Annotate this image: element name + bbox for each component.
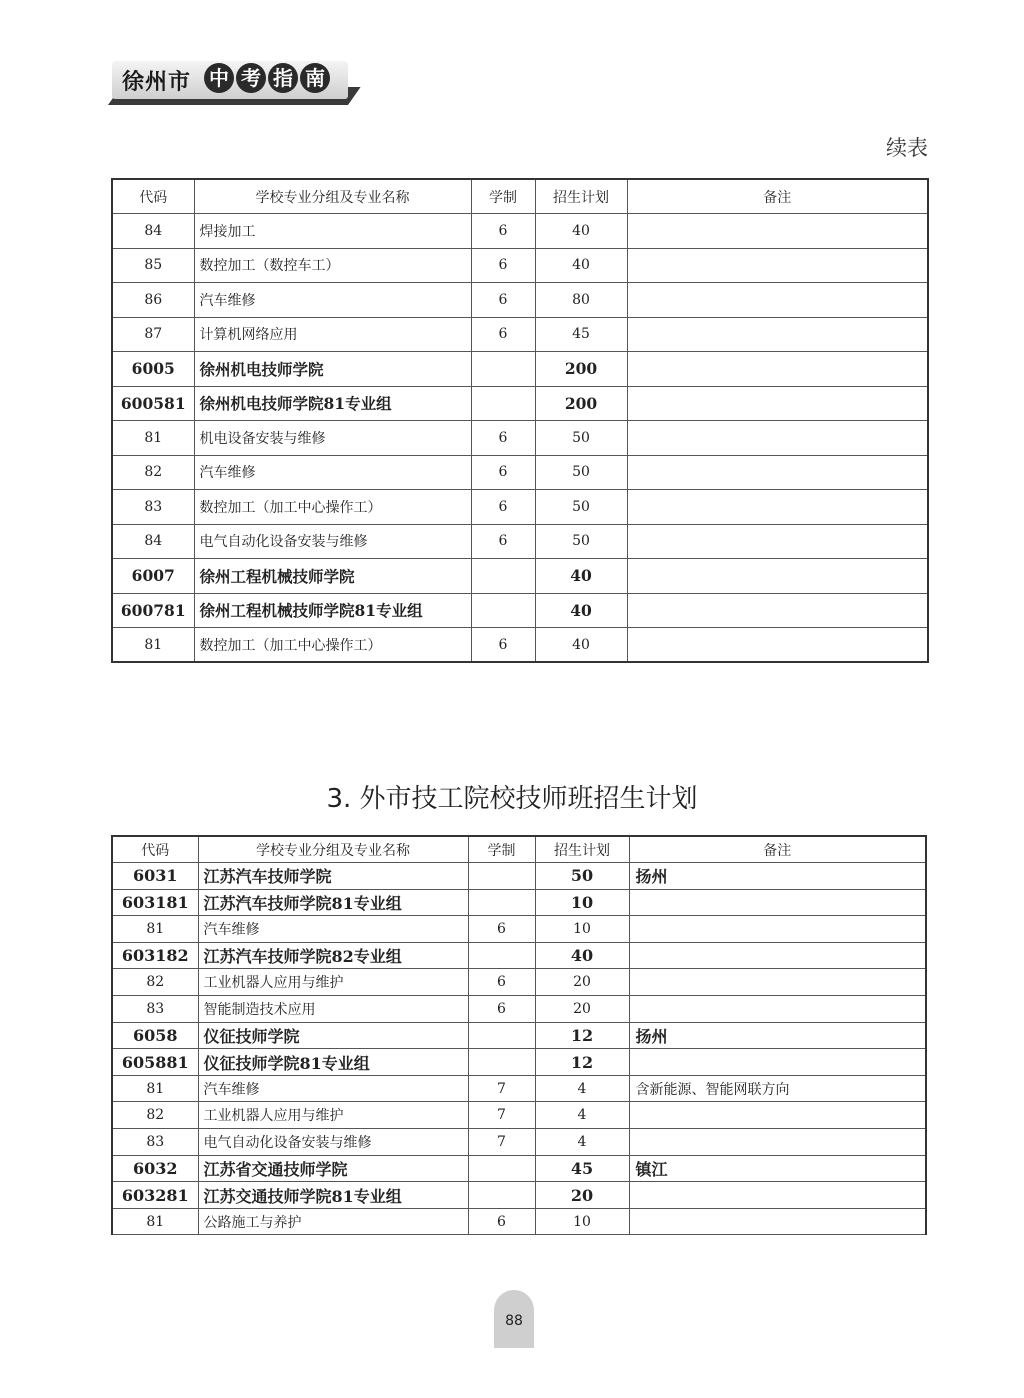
cell-note <box>627 283 928 318</box>
cell-name: 江苏汽车技师学院81专业组 <box>198 889 468 916</box>
cell-plan: 20 <box>535 996 629 1023</box>
cell-plan: 4 <box>535 1075 629 1102</box>
table-row <box>112 559 928 594</box>
cell-name: 工业机器人应用与维护 <box>198 1102 468 1129</box>
cell-plan: 40 <box>535 628 627 663</box>
cell-years: 6 <box>471 490 535 525</box>
cell-name: 江苏汽车技师学院 <box>198 863 468 890</box>
cell-note <box>627 352 928 387</box>
cell-name: 汽车维修 <box>198 1075 468 1102</box>
header-plan: 招生计划 <box>535 179 627 214</box>
cell-name: 汽车维修 <box>194 455 471 490</box>
cell-code: 81 <box>112 421 194 456</box>
header-code: 代码 <box>112 836 198 863</box>
header-years: 学制 <box>471 179 535 214</box>
table-row <box>112 969 926 996</box>
cell-years: 6 <box>468 916 535 943</box>
cell-years: 6 <box>471 421 535 456</box>
cell-note <box>629 969 926 996</box>
cell-plan: 50 <box>535 455 627 490</box>
cell-name: 徐州工程机械技师学院 <box>194 559 471 594</box>
table-row <box>112 1022 926 1049</box>
continued-label: 续表 <box>886 136 928 160</box>
table-row <box>112 248 928 283</box>
table-row <box>112 1129 926 1156</box>
cell-plan: 12 <box>535 1022 629 1049</box>
cell-code: 6032 <box>112 1155 198 1182</box>
cell-code: 605881 <box>112 1049 198 1076</box>
cell-code: 6005 <box>112 352 194 387</box>
cell-name: 数控加工（数控车工） <box>194 248 471 283</box>
cell-code: 85 <box>112 248 194 283</box>
cell-years <box>471 559 535 594</box>
cell-years: 6 <box>468 1208 535 1235</box>
cell-code: 81 <box>112 628 194 663</box>
table-row <box>112 1208 926 1235</box>
cell-code: 603281 <box>112 1182 198 1209</box>
cell-years: 6 <box>471 317 535 352</box>
cell-name: 电气自动化设备安装与维修 <box>198 1129 468 1156</box>
cell-note <box>627 559 928 594</box>
cell-plan: 20 <box>535 1182 629 1209</box>
table-row <box>112 889 926 916</box>
table-row <box>112 214 928 249</box>
cell-name: 智能制造技术应用 <box>198 996 468 1023</box>
cell-plan: 200 <box>535 386 627 421</box>
cell-note <box>627 317 928 352</box>
cell-plan: 40 <box>535 248 627 283</box>
table-header-row <box>112 836 926 863</box>
cell-plan: 45 <box>535 1155 629 1182</box>
table-row <box>112 386 928 421</box>
table-row <box>112 455 928 490</box>
cell-years <box>468 942 535 969</box>
cell-plan: 50 <box>535 524 627 559</box>
cell-name: 电气自动化设备安装与维修 <box>194 524 471 559</box>
cell-code: 82 <box>112 455 194 490</box>
cell-years <box>471 352 535 387</box>
cell-note: 含新能源、智能网联方向 <box>629 1075 926 1102</box>
cell-name: 计算机网络应用 <box>194 317 471 352</box>
cell-years: 6 <box>468 969 535 996</box>
cell-years: 7 <box>468 1075 535 1102</box>
table-row <box>112 593 928 628</box>
cell-years <box>468 1155 535 1182</box>
table-row <box>112 490 928 525</box>
table-row <box>112 916 926 943</box>
table-row <box>112 863 926 890</box>
cell-years: 6 <box>471 524 535 559</box>
page-number-tab <box>494 1290 534 1348</box>
cell-years: 6 <box>471 455 535 490</box>
cell-years: 6 <box>468 996 535 1023</box>
header-note: 备注 <box>629 836 926 863</box>
cell-plan: 4 <box>535 1102 629 1129</box>
table-row <box>112 283 928 318</box>
cell-years <box>471 593 535 628</box>
cell-code: 83 <box>112 490 194 525</box>
table-row <box>112 317 928 352</box>
cell-code: 82 <box>112 969 198 996</box>
cell-note <box>629 1102 926 1129</box>
cell-plan: 10 <box>535 1208 629 1235</box>
external-schools-table <box>111 835 927 1235</box>
enrollment-table-continued <box>111 178 929 663</box>
table-row <box>112 1075 926 1102</box>
cell-code: 6031 <box>112 863 198 890</box>
cell-note <box>629 1129 926 1156</box>
table-row <box>112 1049 926 1076</box>
cell-plan: 10 <box>535 916 629 943</box>
cell-plan: 10 <box>535 889 629 916</box>
table-row <box>112 1102 926 1129</box>
cell-name: 徐州机电技师学院81专业组 <box>194 386 471 421</box>
cell-plan: 40 <box>535 593 627 628</box>
table-body <box>112 863 926 1235</box>
cell-years: 6 <box>471 283 535 318</box>
page-number: 88 <box>505 1313 523 1329</box>
cell-name: 仪征技师学院81专业组 <box>198 1049 468 1076</box>
cell-plan: 50 <box>535 863 629 890</box>
banner-glyph-3: 指 <box>268 63 298 93</box>
cell-years: 6 <box>471 214 535 249</box>
cell-plan: 200 <box>535 352 627 387</box>
cell-note <box>627 524 928 559</box>
header-name: 学校专业分组及专业名称 <box>194 179 471 214</box>
cell-note <box>627 455 928 490</box>
cell-years <box>468 1182 535 1209</box>
cell-code: 83 <box>112 996 198 1023</box>
cell-name: 徐州机电技师学院 <box>194 352 471 387</box>
cell-note: 扬州 <box>629 1022 926 1049</box>
cell-name: 江苏汽车技师学院82专业组 <box>198 942 468 969</box>
cell-years: 7 <box>468 1102 535 1129</box>
table-row <box>112 1155 926 1182</box>
cell-code: 82 <box>112 1102 198 1129</box>
banner-city: 徐州市 <box>122 70 192 95</box>
cell-plan: 40 <box>535 559 627 594</box>
section-title: 3. 外市技工院校技师班招生计划 <box>326 784 698 814</box>
cell-years <box>468 889 535 916</box>
cell-code: 81 <box>112 1208 198 1235</box>
cell-code: 84 <box>112 524 194 559</box>
cell-name: 数控加工（加工中心操作工） <box>194 490 471 525</box>
cell-note <box>629 916 926 943</box>
banner-glyph-4: 南 <box>300 63 330 93</box>
cell-years <box>468 863 535 890</box>
cell-name: 汽车维修 <box>194 283 471 318</box>
cell-plan: 40 <box>535 942 629 969</box>
cell-note <box>629 1208 926 1235</box>
cell-note: 扬州 <box>629 863 926 890</box>
cell-name: 公路施工与养护 <box>198 1208 468 1235</box>
cell-note: 镇江 <box>629 1155 926 1182</box>
cell-plan: 12 <box>535 1049 629 1076</box>
table-row <box>112 524 928 559</box>
table-header-row <box>112 179 928 214</box>
cell-years <box>468 1049 535 1076</box>
cell-note <box>627 593 928 628</box>
cell-years: 6 <box>471 248 535 283</box>
cell-years: 7 <box>468 1129 535 1156</box>
cell-code: 86 <box>112 283 194 318</box>
cell-name: 江苏省交通技师学院 <box>198 1155 468 1182</box>
table-row <box>112 421 928 456</box>
cell-code: 83 <box>112 1129 198 1156</box>
cell-plan: 50 <box>535 421 627 456</box>
cell-note <box>627 421 928 456</box>
cell-plan: 40 <box>535 214 627 249</box>
header-plan: 招生计划 <box>535 836 629 863</box>
cell-note <box>627 386 928 421</box>
cell-years <box>468 1022 535 1049</box>
cell-note <box>627 214 928 249</box>
cell-name: 仪征技师学院 <box>198 1022 468 1049</box>
cell-note <box>627 628 928 663</box>
banner-glyph-2: 考 <box>236 63 266 93</box>
cell-code: 81 <box>112 1075 198 1102</box>
cell-note <box>629 996 926 1023</box>
cell-code: 603181 <box>112 889 198 916</box>
table-row <box>112 942 926 969</box>
cell-code: 600581 <box>112 386 194 421</box>
cell-code: 603182 <box>112 942 198 969</box>
table-body <box>112 214 928 663</box>
cell-name: 工业机器人应用与维护 <box>198 969 468 996</box>
cell-note <box>629 889 926 916</box>
cell-name: 焊接加工 <box>194 214 471 249</box>
cell-name: 机电设备安装与维修 <box>194 421 471 456</box>
cell-plan: 50 <box>535 490 627 525</box>
header-note: 备注 <box>627 179 928 214</box>
cell-name: 汽车维修 <box>198 916 468 943</box>
table-row <box>112 352 928 387</box>
header-name: 学校专业分组及专业名称 <box>198 836 468 863</box>
cell-code: 87 <box>112 317 194 352</box>
cell-note <box>629 942 926 969</box>
cell-plan: 80 <box>535 283 627 318</box>
cell-plan: 45 <box>535 317 627 352</box>
header-years: 学制 <box>468 836 535 863</box>
cell-code: 6007 <box>112 559 194 594</box>
header-banner <box>108 55 358 110</box>
cell-note <box>629 1182 926 1209</box>
table-row <box>112 1182 926 1209</box>
cell-name: 数控加工（加工中心操作工） <box>194 628 471 663</box>
cell-note <box>627 490 928 525</box>
cell-code: 84 <box>112 214 194 249</box>
cell-note <box>629 1049 926 1076</box>
cell-years <box>471 386 535 421</box>
table-row <box>112 628 928 663</box>
banner-glyph-1: 中 <box>204 63 234 93</box>
cell-code: 81 <box>112 916 198 943</box>
cell-plan: 20 <box>535 969 629 996</box>
cell-name: 徐州工程机械技师学院81专业组 <box>194 593 471 628</box>
cell-name: 江苏交通技师学院81专业组 <box>198 1182 468 1209</box>
cell-code: 600781 <box>112 593 194 628</box>
table-row <box>112 996 926 1023</box>
header-code: 代码 <box>112 179 194 214</box>
cell-plan: 4 <box>535 1129 629 1156</box>
cell-note <box>627 248 928 283</box>
cell-years: 6 <box>471 628 535 663</box>
cell-code: 6058 <box>112 1022 198 1049</box>
